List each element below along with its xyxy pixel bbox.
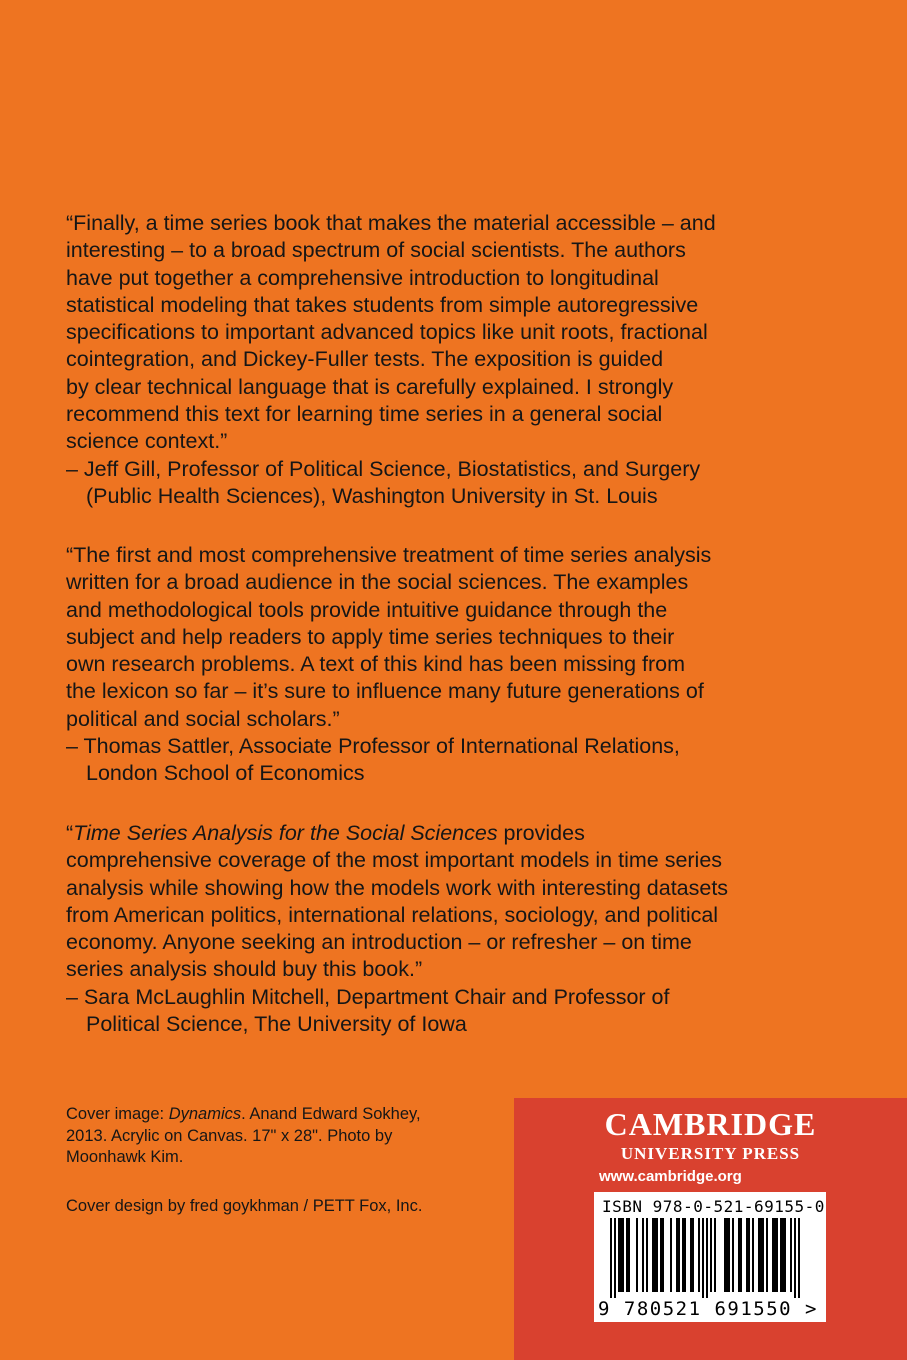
credit-line-3: Moonhawk Kim.	[66, 1148, 184, 1166]
barcode-bar	[626, 1218, 628, 1292]
quote-line: statistical modeling that takes students from simple autoregressive	[66, 292, 699, 317]
barcode-bar	[776, 1218, 778, 1292]
barcode-bar	[772, 1218, 774, 1292]
barcode-bar	[656, 1218, 658, 1292]
isbn-label: ISBN 978-0-521-69155-0	[602, 1197, 825, 1216]
quote-line: recommend this text for learning time series in a general social	[66, 402, 663, 427]
review-quote-sattler	[66, 542, 846, 788]
quote-attribution-cont: (Public Health Sciences), Washington University in St. Louis	[86, 483, 658, 508]
barcode-bar	[654, 1218, 656, 1292]
barcode-bar	[618, 1218, 620, 1292]
barcode-bar	[762, 1218, 764, 1292]
quote-line: economy. Anyone seeking an introduction – or refresher – on time	[66, 930, 692, 955]
quote-line: subject and help readers to apply time series techniques to their	[66, 624, 675, 649]
barcode-bar	[774, 1218, 776, 1292]
quote-attribution-cont: Political Science, The University of Iowa	[86, 1012, 467, 1037]
barcode-bar	[678, 1218, 680, 1292]
quote-line: series analysis should buy this book.”	[66, 957, 423, 982]
review-quote-mitchell	[66, 820, 846, 1038]
quote-line: interesting – to a broad spectrum of social scientists. The authors	[66, 238, 686, 263]
barcode-panel	[594, 1192, 826, 1322]
barcode-bar	[682, 1218, 684, 1292]
barcode-bar	[766, 1218, 768, 1292]
quote-attribution-cont: London School of Economics	[86, 761, 365, 786]
barcode-bar	[702, 1218, 704, 1298]
barcode-bar	[728, 1218, 730, 1292]
barcode-bar	[782, 1218, 784, 1292]
credit-line-1	[66, 1104, 496, 1126]
barcode-bar	[710, 1218, 712, 1292]
quote-line: written for a broad audience in the social sciences. The examples	[66, 570, 689, 595]
barcode-icon	[604, 1218, 816, 1298]
quote-attribution: – Thomas Sattler, Associate Professor of International Relations,	[66, 734, 680, 759]
barcode-bar	[780, 1218, 782, 1292]
review-quote-gill	[66, 210, 846, 510]
barcode-bar	[652, 1218, 654, 1292]
barcode-bar	[752, 1218, 754, 1292]
quote-line: “Finally, a time series book that makes the material accessible – and	[66, 211, 716, 235]
quote-line: by clear technical language that is carefully explained. I strongly	[66, 374, 674, 399]
barcode-bar	[660, 1218, 662, 1292]
barcode-bar	[662, 1218, 664, 1292]
publisher-subtitle: UNIVERSITY PRESS	[620, 1144, 801, 1163]
quote-attribution: – Jeff Gill, Professor of Political Science, Biostatistics, and Surgery	[66, 456, 701, 481]
barcode-bar	[614, 1218, 616, 1298]
publisher-name: CAMBRIDGE	[604, 1106, 817, 1142]
quote-line: analysis while showing how the models work with interesting datasets	[66, 875, 729, 900]
barcode-bar	[670, 1218, 672, 1292]
quote-line-rest: provides	[497, 821, 585, 845]
barcode-bar	[628, 1218, 630, 1292]
barcode-bar	[758, 1218, 760, 1292]
barcode-bar	[684, 1218, 686, 1292]
cover-design-credit: Cover design by fred goykhman / PETT Fox, Inc.	[66, 1197, 423, 1215]
quote-line: and methodological tools provide intuitive guidance through the	[66, 597, 668, 622]
quote-line: own research problems. A text of this kind has been missing from	[66, 652, 686, 677]
barcode-bar	[790, 1218, 792, 1292]
barcode-bar	[692, 1218, 694, 1292]
barcode-bar	[784, 1218, 786, 1292]
barcode-bar	[794, 1218, 796, 1298]
barcode-bar	[706, 1218, 708, 1298]
quote-first-line	[66, 820, 846, 847]
barcode-bar	[610, 1218, 612, 1298]
cover-image-credit	[66, 1104, 496, 1169]
quote-line: the lexicon so far – it’s sure to influence many future generations of	[66, 679, 704, 704]
barcode-bar	[726, 1218, 728, 1292]
barcode-bar	[732, 1218, 734, 1292]
book-title: Time Series Analysis for the Social Sciences	[73, 821, 498, 845]
barcode-bar	[724, 1218, 726, 1292]
barcode-bar	[748, 1218, 750, 1292]
quote-attribution: – Sara McLaughlin Mitchell, Department Chair and Professor of	[66, 984, 670, 1009]
quote-line: specifications to important advanced topics like unit roots, fractional	[66, 320, 708, 345]
publisher-block	[514, 1098, 907, 1360]
barcode-bar	[746, 1218, 748, 1292]
barcode-bar	[690, 1218, 692, 1292]
quote-line: comprehensive coverage of the most important models in time series	[66, 848, 723, 873]
credit-line-2: 2013. Acrylic on Canvas. 17" x 28". Photo by	[66, 1126, 393, 1145]
barcode-bar	[636, 1218, 638, 1292]
artwork-title: Dynamics	[168, 1105, 242, 1123]
credit-prefix: Cover image:	[66, 1105, 169, 1123]
publisher-url[interactable]: www.cambridge.org	[599, 1168, 742, 1185]
open-quote-mark: “	[66, 821, 74, 845]
quote-line: from American politics, international relations, sociology, and political	[66, 902, 719, 927]
quote-line: political and social scholars.”	[66, 706, 340, 731]
quote-line: have put together a comprehensive introduction to longitudinal	[66, 265, 659, 290]
quote-line: cointegration, and Dickey-Fuller tests. The exposition is guided	[66, 347, 664, 372]
barcode-bar	[676, 1218, 678, 1292]
quote-line: “The first and most comprehensive treatment of time series analysis	[66, 543, 712, 567]
barcode-bar	[798, 1218, 800, 1298]
barcode-bar	[760, 1218, 762, 1292]
credit-line-1-rest: . Anand Edward Sokhey,	[241, 1105, 421, 1123]
barcode-bar	[622, 1218, 624, 1292]
barcode-bar	[646, 1218, 648, 1292]
quote-line: science context.”	[66, 429, 228, 454]
barcode-bar	[698, 1218, 700, 1292]
barcode-bar	[642, 1218, 644, 1292]
barcode-bar	[714, 1218, 716, 1292]
isbn-digits: 9 780521 691550 >	[598, 1298, 818, 1320]
barcode-bar	[740, 1218, 742, 1292]
barcode-bar	[738, 1218, 740, 1292]
barcode-bar	[620, 1218, 622, 1292]
